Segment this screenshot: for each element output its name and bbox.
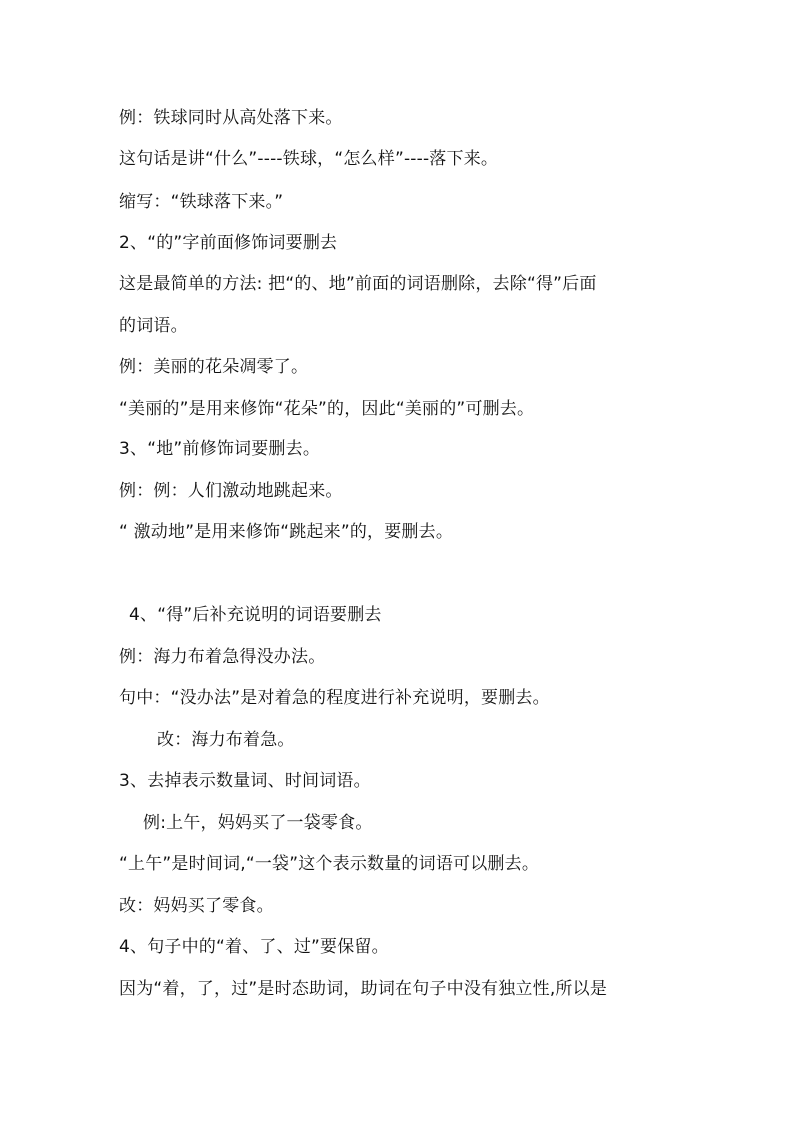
rule-heading-3: 3、“地”前修饰词要删去。 [119, 439, 321, 459]
rule-2-description-line-2: 的词语。 [119, 316, 188, 336]
example-jump-sentence: 例：例：人们激动地跳起来。 [119, 481, 343, 501]
snack-revision: 改：妈妈买了零食。 [119, 896, 274, 916]
rule-heading-keep-particles: 4、句子中的“着、了、过”要保留。 [119, 937, 389, 957]
jump-explanation: “ 激动地”是用来修饰“跳起来”的，要删去。 [119, 522, 454, 542]
rule-heading-2: 2、“的”字前面修饰词要删去 [119, 233, 338, 253]
example-flower-sentence: 例：美丽的花朵凋零了。 [119, 357, 309, 377]
explanation-what-how: 这句话是讲“什么”----铁球，“怎么样”----落下来。 [119, 149, 499, 169]
abbreviation-result: 缩写：“铁球落下来。” [119, 192, 284, 212]
example-hailibu-sentence: 例：海力布着急得没办法。 [119, 647, 326, 667]
flower-explanation: “美丽的”是用来修饰“花朵”的，因此“美丽的”可删去。 [119, 399, 535, 419]
hailibu-revision: 改：海力布着急。 [157, 730, 295, 750]
particle-explanation: 因为“着，了，过”是时态助词，助词在句子中没有独立性,所以是 [119, 979, 608, 999]
rule-2-description-line-1: 这是最简单的方法: 把“的、地”前面的词语删除，去除“得”后面 [119, 274, 597, 294]
hailibu-explanation: 句中：“没办法”是对着急的程度进行补充说明，要删去。 [119, 688, 550, 708]
example-sentence-iron-ball: 例：铁球同时从高处落下来。 [119, 108, 343, 128]
rule-heading-quantity-time: 3、去掉表示数量词、时间词语。 [119, 771, 371, 791]
rule-heading-4: 4、“得”后补充说明的词语要删去 [129, 605, 382, 625]
example-snack-sentence: 例:上午，妈妈买了一袋零食。 [143, 813, 373, 833]
snack-explanation: “上午”是时间词,“一袋”这个表示数量的词语可以删去。 [119, 854, 540, 874]
